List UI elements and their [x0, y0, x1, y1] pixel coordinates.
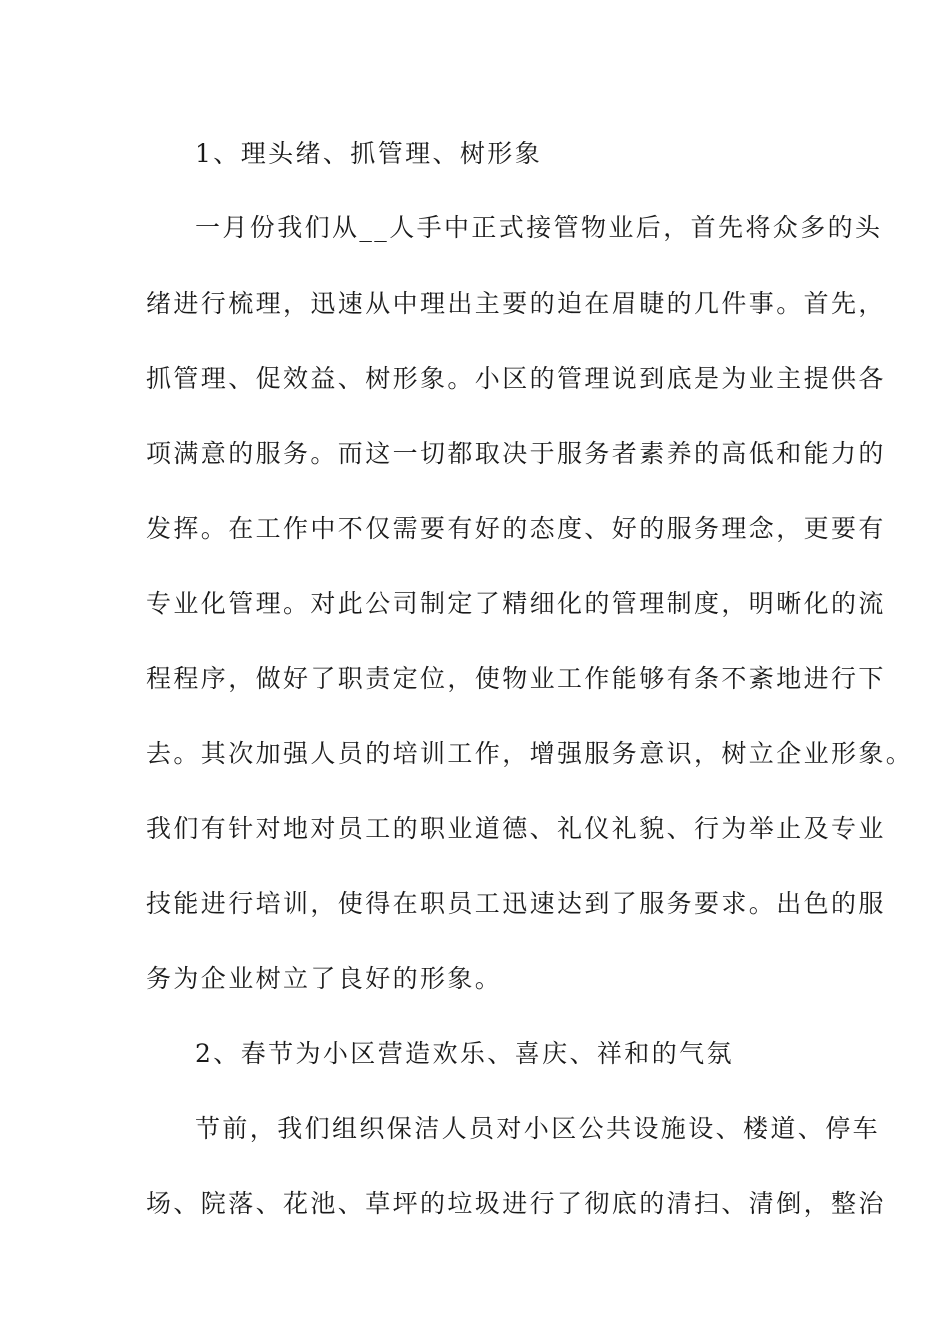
section-heading-1: 1、理头绪、抓管理、树形象: [195, 139, 543, 168]
paragraph-line: 去。其次加强人员的培训工作，增强服务意识，树立企业形象。: [146, 739, 914, 768]
paragraph-line: 场、院落、花池、草坪的垃圾进行了彻底的清扫、清倒，整治: [146, 1189, 886, 1218]
paragraph-line: 技能进行培训，使得在职员工迅速达到了服务要求。出色的服: [146, 889, 886, 918]
paragraph-line: 程程序，做好了职责定位，使物业工作能够有条不紊地进行下: [146, 664, 886, 693]
paragraph-line: 发挥。在工作中不仅需要有好的态度、好的服务理念，更要有: [146, 514, 886, 543]
paragraph-line: 抓管理、促效益、树形象。小区的管理说到底是为业主提供各: [146, 364, 886, 393]
paragraph-line: 专业化管理。对此公司制定了精细化的管理制度，明晰化的流: [146, 589, 886, 618]
paragraph-line: 务为企业树立了良好的形象。: [146, 964, 503, 993]
paragraph-line: 绪进行梳理，迅速从中理出主要的迫在眉睫的几件事。首先，: [146, 289, 886, 318]
paragraph-line: 我们有针对地对员工的职业道德、礼仪礼貌、行为举止及专业: [146, 814, 886, 843]
paragraph-line: 一月份我们从__人手中正式接管物业后，首先将众多的头: [195, 213, 883, 242]
paragraph-line: 节前，我们组织保洁人员对小区公共设施设、楼道、停车: [195, 1114, 881, 1143]
paragraph-line: 项满意的服务。而这一切都取决于服务者素养的高低和能力的: [146, 439, 886, 468]
section-heading-2: 2、春节为小区营造欢乐、喜庆、祥和的气氛: [195, 1039, 734, 1068]
